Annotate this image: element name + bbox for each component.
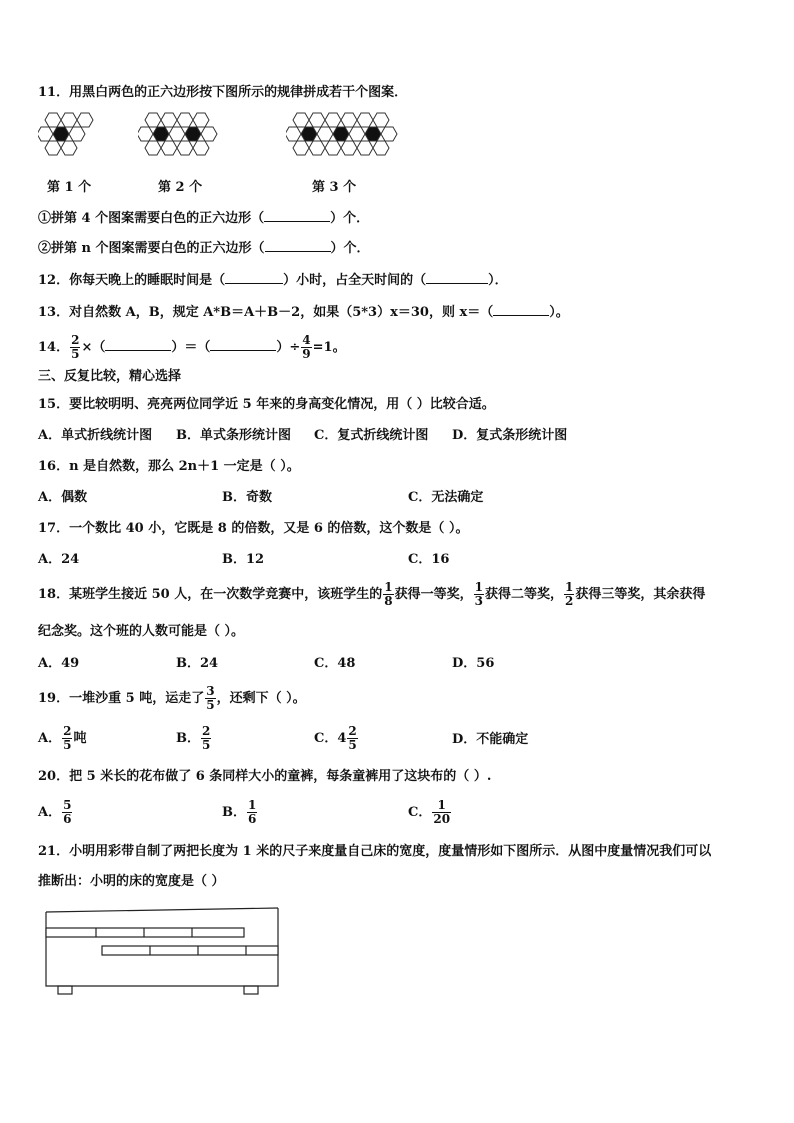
q15-stem: 15．要比较明明、亮亮两位同学近 5 年来的身高变化情况，用（ ）比较合适。 [38,397,495,412]
answer-blank[interactable] [426,270,488,284]
q18-option-c[interactable]: C．48 [314,656,356,671]
q20-option-a[interactable]: A． $\frac{5}{6}$ [38,798,72,826]
q11-sub1: ①拼第 4 个图案需要白色的正六边形（ ）个． [38,208,369,228]
q14-stem: 14． $\frac{2}{5}$ ×（ ）＝（ ）÷ $\frac{4}{9}$ =1。 [38,333,346,361]
fraction: $\frac{1}{8}$ [384,580,393,608]
q19-option-b[interactable]: B． $\frac{2}{5}$ [176,724,211,752]
answer-blank[interactable] [225,270,283,284]
fraction: $\frac{2}{5}$ [348,724,357,752]
q12-stem: 12．你每天晚上的睡眠时间是（ ）小时，占全天时间的（ ）． [38,270,508,290]
q16-stem: 16．n 是自然数，那么 2n＋1 一定是（ ）。 [38,459,300,474]
answer-blank[interactable] [210,337,276,351]
q11-number: 11． [38,85,70,100]
q19-option-a[interactable]: A． $\frac{2}{5}$ 吨 [38,724,87,752]
q17-option-a[interactable]: A．24 [38,552,80,567]
q16-option-b[interactable]: B．奇数 [222,490,272,505]
q15-option-a[interactable]: A．单式折线统计图 [38,428,153,443]
q18-option-a[interactable]: A．49 [38,656,80,671]
caption-2: 第 2 个 [158,180,203,195]
fraction: $\frac{1}{20}$ [433,798,451,826]
q20-option-c[interactable]: C． $\frac{1}{20}$ [408,798,451,826]
fraction: $\frac{2}{5}$ [202,724,211,752]
q19-option-d[interactable]: D．不能确定 [452,732,529,747]
fraction: $\frac{2}{5}$ [63,724,72,752]
fraction: $\frac{3}{5}$ [206,684,215,712]
answer-blank[interactable] [493,302,549,316]
q18-option-b[interactable]: B．24 [176,656,219,671]
q20-stem: 20．把 5 米长的花布做了 6 条同样大小的童裤，每条童裤用了这块布的（ ）. [38,769,492,784]
caption-1: 第 1 个 [47,180,92,195]
q19-stem: 19．一堆沙重 5 吨，运走了 $\frac{3}{5}$ ，还剩下（ ）。 [38,684,306,712]
q13-stem: 13．对自然数 A，B，规定 A*B＝A＋B－2，如果（5*3）x＝30，则 x＝（ ）。 [38,302,569,322]
q15-option-b[interactable]: B．单式条形统计图 [176,428,291,443]
fraction: $\frac{5}{6}$ [63,798,72,826]
q21-stem-line2: 推断出：小明的床的宽度是（ ） [38,874,225,889]
fraction: $\frac{4}{9}$ [302,333,311,361]
answer-blank[interactable] [264,208,330,222]
q17-option-b[interactable]: B．12 [222,552,265,567]
q19-option-c[interactable]: C．4 $\frac{2}{5}$ [314,724,357,752]
q11-sub2: ②拼第 n 个图案需要白色的正六边形（ ）个． [38,238,370,258]
q17-stem: 17．一个数比 40 小，它既是 8 的倍数，又是 6 的倍数，这个数是（ ）。 [38,521,469,536]
fraction: $\frac{1}{6}$ [248,798,257,826]
q11-stem [38,84,407,102]
hex-pattern-1 [38,112,98,162]
section-heading: 三、反复比较，精心选择 [38,369,182,384]
answer-blank[interactable] [105,337,171,351]
q18-stem: 18．某班学生接近 50 人，在一次数学竞赛中，该班学生的 $\frac{1}{8}$ 获得一等奖， $\frac{1}{3}$ 获得二等奖， $\frac{1}{2}$ 获得三等奖，其余获得 [38,580,706,608]
answer-blank[interactable] [265,238,331,252]
fraction: $\frac{1}{2}$ [565,580,574,608]
bed-ruler-figure [40,906,284,1000]
hex-pattern-3 [286,112,408,162]
hex-pattern-2 [138,112,228,162]
fraction: $\frac{1}{3}$ [474,580,483,608]
q20-option-b[interactable]: B． $\frac{1}{6}$ [222,798,257,826]
q18-option-d[interactable]: D．56 [452,656,495,671]
q16-option-a[interactable]: A．偶数 [38,490,88,505]
q15-option-c[interactable]: C．复式折线统计图 [314,428,429,443]
caption-3: 第 3 个 [312,180,357,195]
q15-option-d[interactable]: D．复式条形统计图 [452,428,568,443]
q16-option-c[interactable]: C．无法确定 [408,490,484,505]
q11-text: 用黑白两色的正六边形按下图所示的规律拼成若干个图案． [69,85,408,100]
q17-option-c[interactable]: C．16 [408,552,450,567]
fraction: $\frac{2}{5}$ [71,333,80,361]
q18-stem-line2: 纪念奖。这个班的人数可能是（ ）。 [38,624,245,639]
q21-stem: 21．小明用彩带自制了两把长度为 1 米的尺子来度量自己床的宽度，度量情形如下图所示．从图中度量情况我们可以 [38,844,712,859]
